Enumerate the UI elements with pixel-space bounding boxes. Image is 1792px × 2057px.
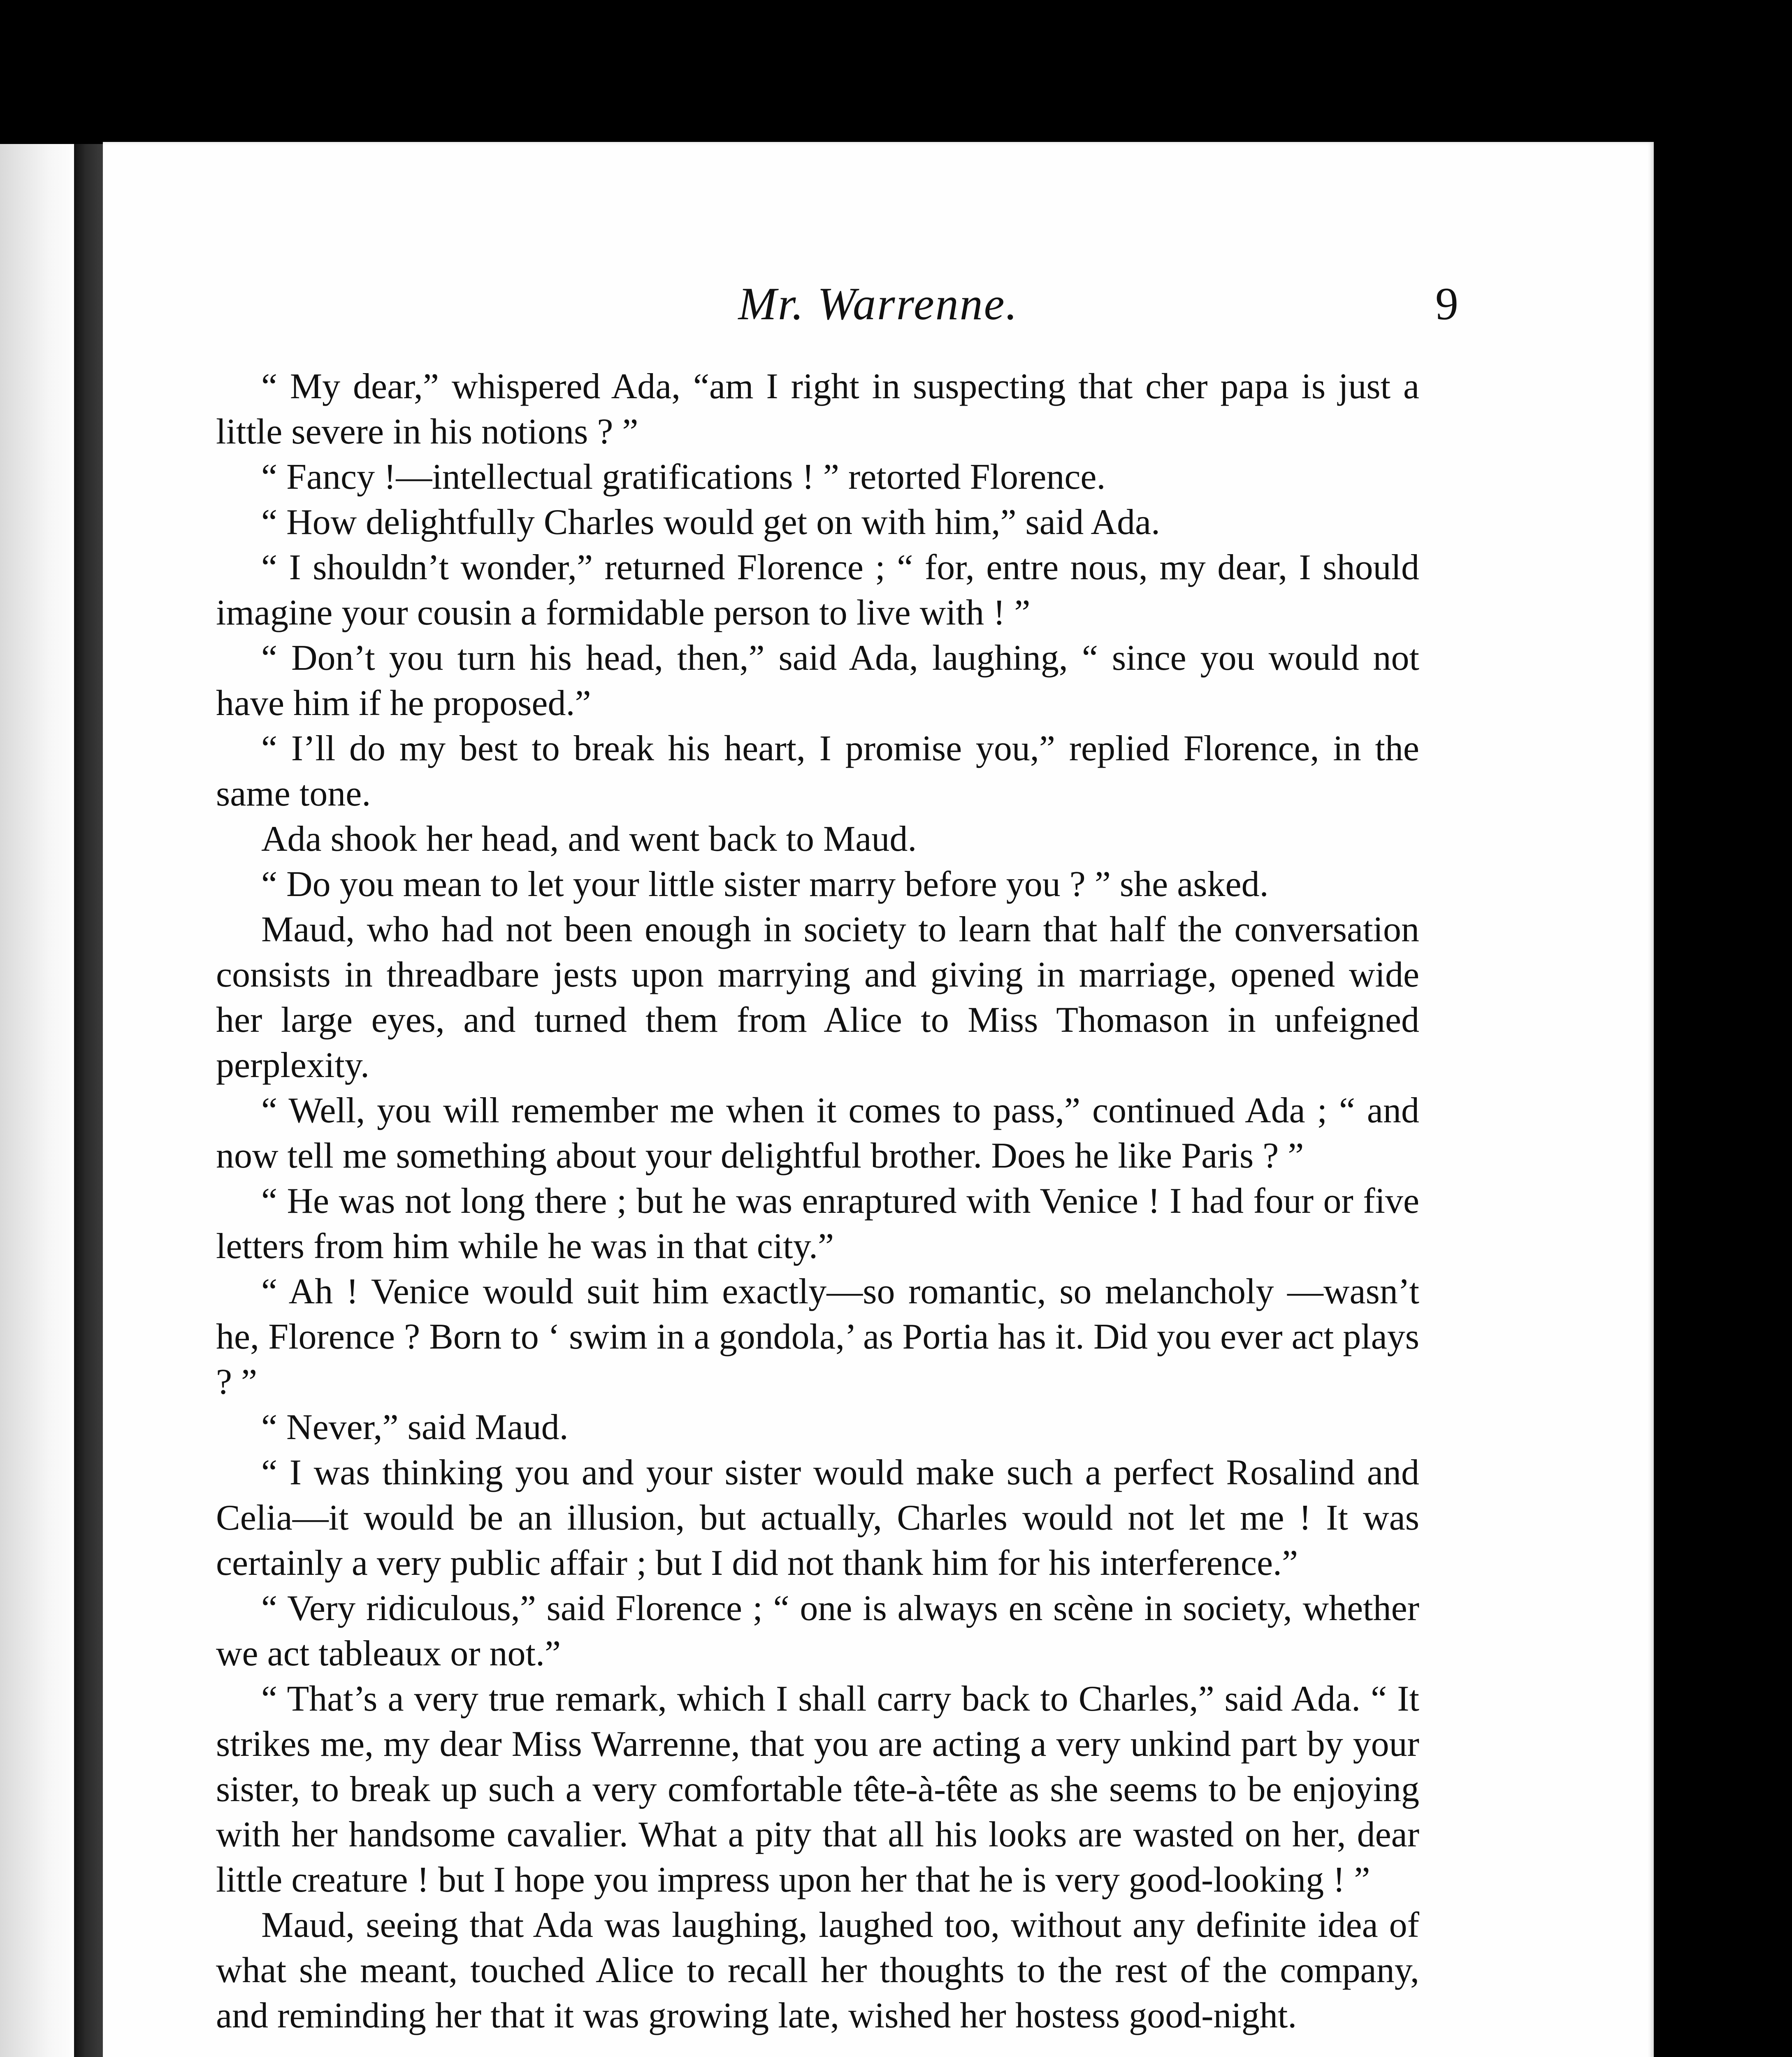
paragraph: “ Fancy !—intellectual gratifications ! ” retorted Florence. — [261, 457, 1106, 497]
page-number: 9 — [1435, 279, 1458, 330]
page-body — [216, 364, 1419, 2038]
facing-page-edge — [0, 144, 82, 2057]
paragraph: Ada shook her head, and went back to Maud. — [261, 819, 917, 859]
paragraph: “ I’ll do my best to break his heart, I promise you,” replied Florence, in the same tone. — [216, 729, 1419, 814]
paragraph: “ That’s a very true remark, which I shall carry back to Charles,” said Ada. “ It strikes me, my dear Miss Warrenne, that you are acting a very unkind part by your sister, to break up such a very comfortable tête-à-tête as she seems to be enjoying with her handsome cavalier. What a pity that all his looks are wasted on her, dear little creature ! but I hope you impress upon her that he is very good-looking ! ” — [216, 1679, 1419, 1900]
paragraph: “ Never,” said Maud. — [261, 1407, 569, 1447]
book-page — [103, 142, 1654, 2057]
paragraph: “ I shouldn’t wonder,” returned Florence ; “ for, entre nous, my dear, I should imagine your cousin a formidable person to live with ! ” — [216, 548, 1419, 633]
paragraph: “ Well, you will remember me when it comes to pass,” continued Ada ; “ and now tell me something about your delightful brother. Does he like Paris ? ” — [216, 1091, 1419, 1176]
paragraph: “ My dear,” whispered Ada, “am I right in suspecting that cher papa is just a little severe in his notions ? ” — [216, 367, 1419, 452]
paragraph: “ Don’t you turn his head, then,” said Ada, laughing, “ since you would not have him if he proposed.” — [216, 638, 1419, 723]
paragraph: “ Do you mean to let your little sister marry before you ? ” she asked. — [261, 864, 1269, 904]
book-gutter — [74, 144, 103, 2057]
paragraph: Maud, seeing that Ada was laughing, laughed too, without any definite idea of what she meant, touched Alice to recall her thoughts to the rest of the company, and reminding her that it was growing late, wished her hostess good-night. — [216, 1905, 1419, 2036]
paragraph: “ Ah ! Venice would suit him exactly—so romantic, so melancholy —wasn’t he, Florence ? Born to ‘ swim in a gondola,’ as Portia has it. Did you ever act plays ? ” — [216, 1272, 1419, 1402]
paragraph: Maud, who had not been enough in society to learn that half the conversation consists in threadbare jests upon marrying and giving in marriage, opened wide her large eyes, and turned them from Alice to Miss Thomason in unfeigned perplexity. — [216, 910, 1419, 1085]
paragraph: “ He was not long there ; but he was enraptured with Venice ! I had four or five letters from him while he was in that city.” — [216, 1181, 1419, 1266]
paragraph: “ I was thinking you and your sister would make such a perfect Rosalind and Celia—it would be an illusion, but actually, Charles would not let me ! It was certainly a very public affair ; but I did not thank him for his interference.” — [216, 1453, 1419, 1583]
page-header — [103, 278, 1654, 331]
running-title: Mr. Warrenne. — [738, 279, 1019, 330]
paragraph: “ How delightfully Charles would get on with him,” said Ada. — [261, 502, 1161, 542]
paragraph: “ Very ridiculous,” said Florence ; “ one is always en scène in society, whether we act tableaux or not.” — [216, 1588, 1419, 1674]
